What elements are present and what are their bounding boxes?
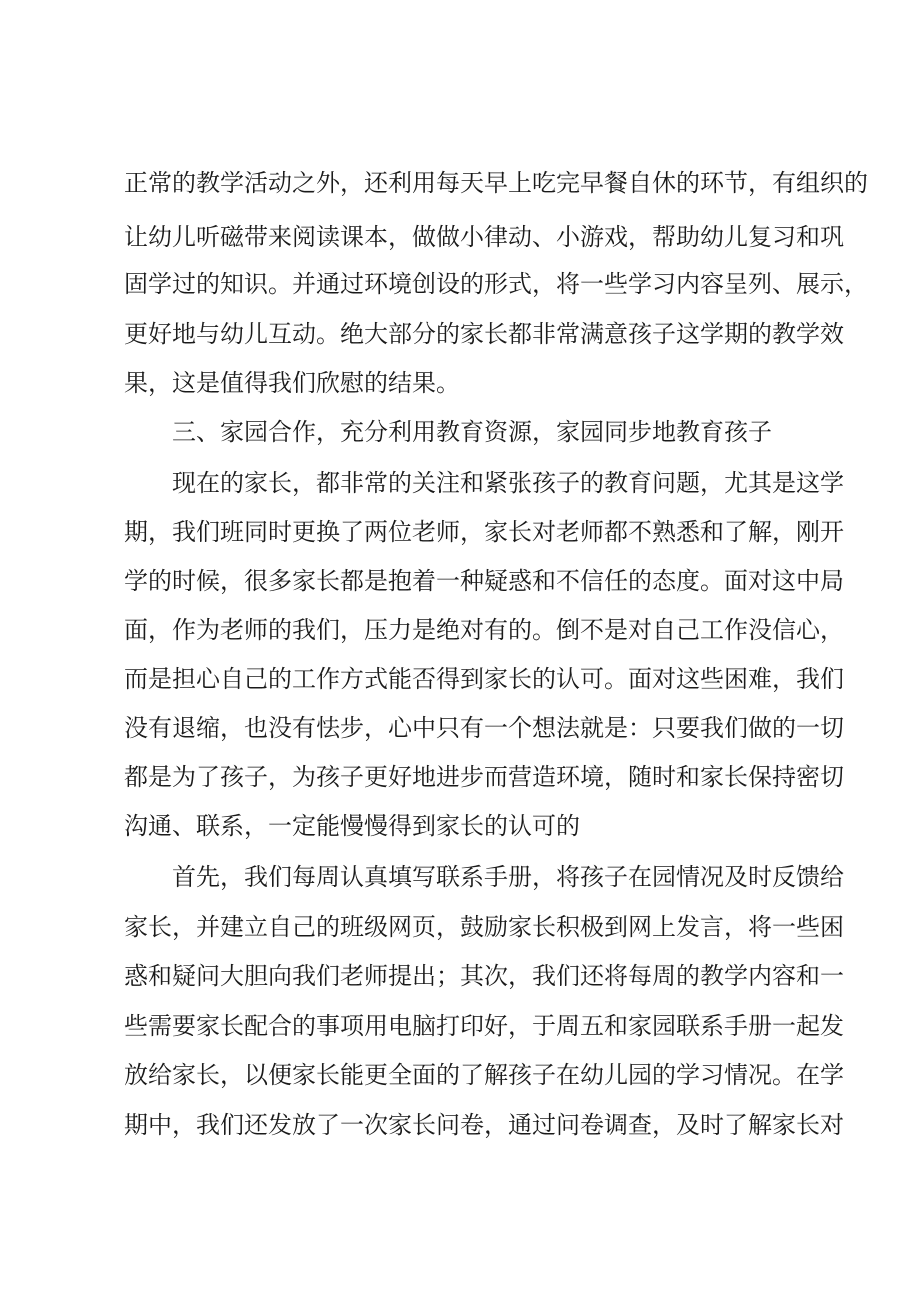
text-line: 学的时候，很多家长都是抱着一种疑惑和不信任的态度。面对这中局 <box>124 567 844 595</box>
text-line: 家长，并建立自己的班级网页，鼓励家长积极到网上发言，将一些困 <box>124 913 844 941</box>
text-line: 放给家长，以便家长能更全面的了解孩子在幼儿园的学习情况。在学 <box>124 1061 844 1089</box>
text-line: 现在的家长，都非常的关注和紧张孩子的教育问题，尤其是这学 <box>172 469 844 497</box>
text-line: 更好地与幼儿互动。绝大部分的家长都非常满意孩子这学期的教学效 <box>124 320 844 348</box>
text-line: 沟通、联系，一定能慢慢得到家长的认可的 <box>124 812 580 840</box>
text-line: 期，我们班同时更换了两位老师，家长对老师都不熟悉和了解，刚开 <box>124 518 844 546</box>
text-line: 没有退缩，也没有怯步，心中只有一个想法就是：只要我们做的一切 <box>124 714 844 742</box>
text-line: 正常的教学活动之外，还利用每天早上吃完早餐自休的环节，有组织的 <box>124 169 868 197</box>
text-line: 固学过的知识。并通过环境创设的形式，将一些学习内容呈列、展示， <box>124 270 868 298</box>
text-line: 都是为了孩子，为孩子更好地进步而营造环境，随时和家长保持密切 <box>124 763 844 791</box>
text-line: 果，这是值得我们欣慰的结果。 <box>124 369 460 397</box>
section-heading: 三、家园合作，充分利用教育资源，家园同步地教育孩子 <box>172 418 772 446</box>
text-line: 首先，我们每周认真填写联系手册，将孩子在园情况及时反馈给 <box>172 863 844 891</box>
text-line: 让幼儿听磁带来阅读课本，做做小律动、小游戏，帮助幼儿复习和巩 <box>124 223 844 251</box>
text-line: 些需要家长配合的事项用电脑打印好，于周五和家园联系手册一起发 <box>124 1012 844 1040</box>
text-line: 惑和疑问大胆向我们老师提出；其次，我们还将每周的教学内容和一 <box>124 962 844 990</box>
text-line: 期中，我们还发放了一次家长问卷，通过问卷调查，及时了解家长对 <box>124 1111 844 1139</box>
text-line: 而是担心自己的工作方式能否得到家长的认可。面对这些困难，我们 <box>124 665 844 693</box>
text-line: 面，作为老师的我们，压力是绝对有的。倒不是对自己工作没信心， <box>124 616 844 644</box>
